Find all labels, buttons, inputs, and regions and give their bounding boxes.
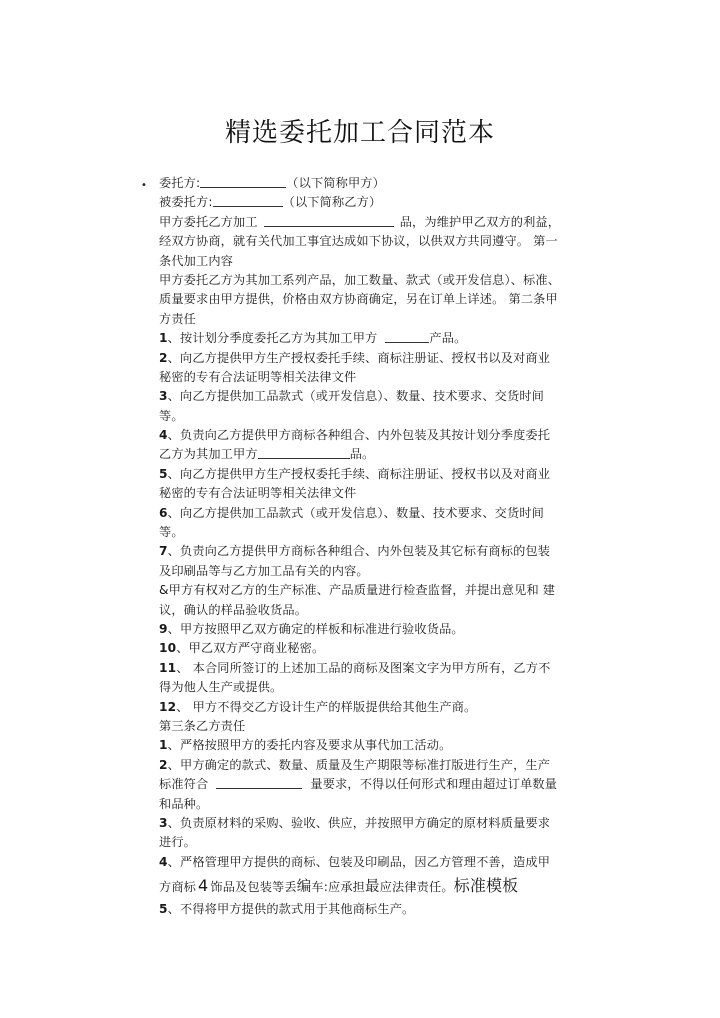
text-line: 得为他人生产或提供。 bbox=[159, 680, 283, 695]
text-line: 12、 甲方不得交乙方设计生产的样版提供给其他生产商。 bbox=[159, 699, 477, 714]
text-line: 6、向乙方提供加工品款式（或开发信息）、数量、技术要求、交货时间 bbox=[159, 505, 545, 520]
text-line: 被委托方: （以下简称乙方） bbox=[159, 195, 382, 210]
text-line: 11、 本合同所签订的上述加工品的商标及图案文字为甲方所有，乙方不 bbox=[159, 660, 551, 675]
text-line: 10、甲乙双方严守商业秘密。 bbox=[159, 641, 325, 656]
text-line: 乙方为其加工甲方 品。 bbox=[159, 447, 375, 462]
text-line: 议，确认的样品验收货品。 bbox=[159, 602, 308, 617]
document-title: 精选委托加工合同范本 bbox=[224, 118, 495, 148]
text-line: 秘密的专有合法证明等相关法律文件 bbox=[159, 369, 357, 384]
text-line: 1、严格按照甲方的委托内容及要求从事代加工活动。 bbox=[159, 738, 452, 753]
text-line: 3、负责原材料的采购、验收、供应，并按照甲方确定的原材料质量要求 bbox=[159, 815, 551, 830]
text-line: 5、向乙方提供甲方生产授权委托手续、商标注册证、授权书以及对商业 bbox=[159, 466, 551, 481]
bullet-mark: • bbox=[141, 180, 147, 191]
text-line: 委托方: （以下简称甲方） bbox=[159, 176, 385, 190]
text-line: 1、按计划分季度委托乙方为其加工甲方 产品。 bbox=[159, 331, 467, 346]
blank-field bbox=[385, 330, 429, 343]
text-line: 秘密的专有合法证明等相关法律文件 bbox=[159, 486, 357, 501]
text-line: 方商标 4 饰品及包装等丢编车:应承担最应法律责任。标准模板 bbox=[159, 876, 519, 896]
text-line: 2、向乙方提供甲方生产授权委托手续、商标注册证、授权书以及对商业 bbox=[159, 350, 551, 365]
text-line: 质量要求由甲方提供，价格由双方协商确定，另在订单上详述。 第二条甲 bbox=[159, 292, 558, 307]
text-line: 等。 bbox=[159, 525, 184, 540]
section-heading: 第三条乙方责任 bbox=[159, 718, 246, 733]
blank-field bbox=[264, 214, 394, 227]
text-line: 条代加工内容 bbox=[159, 253, 234, 268]
text-line: 5、不得将甲方提供的款式用于其他商标生产。 bbox=[159, 902, 415, 917]
text-line: 7、负责向乙方提供甲方商标各种组合、内外包装及其它标有商标的包装 bbox=[159, 544, 551, 559]
blank-field bbox=[200, 175, 286, 188]
blank-field bbox=[258, 446, 350, 459]
text-line: 经双方协商，就有关代加工事宜达成如下协议，以供双方共同遵守。 第一 bbox=[159, 234, 558, 249]
text-line: 4、严格管理甲方提供的商标、包装及印刷品，因乙方管理不善，造成甲 bbox=[159, 854, 551, 869]
text-line: 9、甲方按照甲乙双方确定的样板和标准进行验收货品。 bbox=[159, 621, 464, 636]
text-line: 甲方委托乙方加工 品，为维护甲乙双方的利益， bbox=[159, 214, 561, 229]
text-line: 2、甲方确定的款式、数量、质量及生产期限等标准打版进行生产，生产 bbox=[159, 757, 551, 772]
text-line: &甲方有权对乙方的生产标准、产品质量进行检查监督，并提出意见和 建 bbox=[159, 583, 556, 598]
text-line: 3、向乙方提供加工品款式（或开发信息）、数量、技术要求、交货时间 bbox=[159, 389, 545, 404]
contract-body bbox=[159, 174, 604, 919]
text-line: 方责任 bbox=[159, 311, 197, 326]
blank-field bbox=[213, 194, 283, 207]
text-line: 和品种。 bbox=[159, 796, 209, 811]
text-line: 标准符合 量要求，不得以任何形式和理由超过订单数量 bbox=[159, 777, 558, 792]
text-line: 甲方委托乙方为其加工系列产品，加工数量、款式（或开发信息）、标准、 bbox=[159, 272, 561, 287]
text-line: 等。 bbox=[159, 408, 184, 423]
watermark-text: 标准模板 bbox=[453, 876, 519, 896]
blank-field bbox=[216, 776, 302, 789]
text-line: 4、负责向乙方提供甲方商标各种组合、内外包装及其按计划分季度委托 bbox=[159, 428, 551, 443]
text-line: 进行。 bbox=[159, 835, 197, 850]
text-line: 及印刷品等与乙方加工品有关的内容。 bbox=[159, 563, 369, 578]
